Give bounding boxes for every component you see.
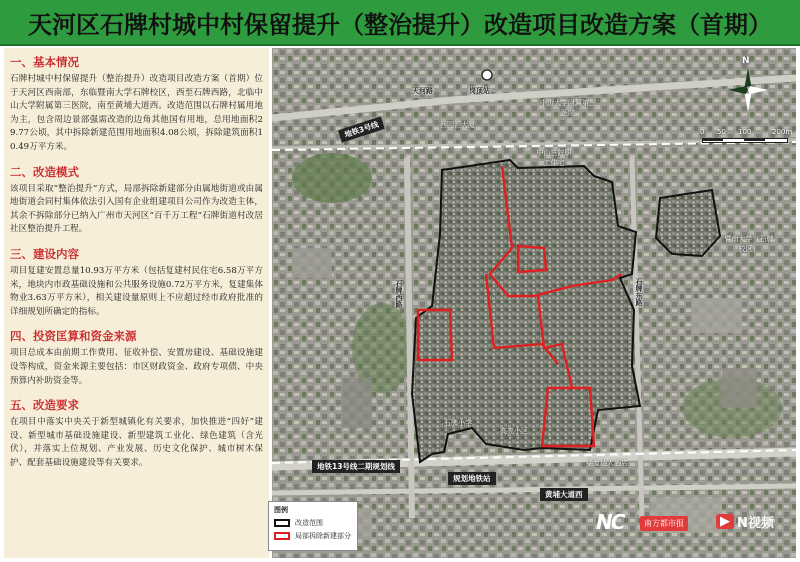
- section-body: 项目总成本由前期工作费用、征收补偿、安置房建设、基础设施建设等构成，资金来源主要包括：市区财政资金、政府专项债、中央预算内补助资金等。: [10, 348, 263, 386]
- label-shipai-primary: 石牌小学: [444, 419, 472, 427]
- scale-tick: 0: [700, 128, 705, 136]
- label-xihu-commerce: 西园汇大厦: [440, 121, 475, 129]
- north-label: N: [742, 56, 750, 66]
- nc-logo: NC: [596, 510, 624, 534]
- video-logo-label: N视频: [737, 516, 774, 531]
- section-body: 石牌村城中村保留提升（整治提升）改造项目改造方案（首期）位于天河区西南部，东临暨南大学石牌校区，西至石牌西路，北临中山大学附属第三医院，南至黄埔大道西。改造范围以石牌村属用地为主，包含周边景部强需改造的边角其他国有用地，总用地面积29.77公顷，其中拆除新建范围用地面积4.08公顷，拆除建筑面积10.49万平方米。: [10, 74, 263, 152]
- compass-icon: [728, 68, 768, 118]
- page-title: 天河区石牌村城中村保留提升（整治提升）改造项目改造方案（首期）: [0, 0, 800, 46]
- label-sysu-staff-housing: 中山三院职工住宅: [536, 149, 572, 167]
- section-heading: 二、改造模式: [10, 164, 79, 179]
- label-metro-13: 地铁13号线二期规划线: [312, 460, 400, 473]
- section-basic: [10, 54, 263, 155]
- label-gangding-station: 岗顶站: [469, 87, 490, 95]
- label-shipai-east-road: 石牌东路: [635, 278, 643, 306]
- section-requirements: [10, 397, 263, 470]
- section-body: 项目复建安置总量10.93万平方米（包括复建村民住宅6.58万平方米，地块内市政基础设施和公共服务设施0.72万平方米，复建集体物业3.63万平方米），相关建设量原则上不应超过经市政府批准的详细规划所确定的指标。: [10, 265, 263, 317]
- scale-tick: 100: [738, 128, 752, 136]
- legend-item: [274, 518, 352, 528]
- label-planned-metro-station: 规划地铁站: [448, 472, 496, 485]
- aerial-map[interactable]: [272, 48, 796, 558]
- scale-bar: [700, 128, 793, 148]
- label-jinan-university: 暨南大学（石牌校区）: [724, 235, 774, 253]
- label-shipai-west-road: 石牌西路: [395, 280, 403, 308]
- legend: [268, 501, 358, 551]
- legend-item: [274, 531, 352, 541]
- legend-title: 图例: [274, 506, 288, 514]
- section-body: 该项目采取“整治提升”方式，局部拆除新建部分由属地街道或由属地街道会同村集体依法引入国有企业组建项目公司作为改造主体，其余不拆除部分已纳入广州市天河区“百千万工程”石牌街道村改居社区整治提升工程。: [10, 183, 263, 235]
- section-heading: 一、基本情况: [10, 55, 79, 69]
- info-panel: [4, 48, 269, 558]
- section-mode: [10, 164, 263, 237]
- brand-logo: 南方都市报: [640, 516, 688, 531]
- scale-tick: 50: [717, 128, 726, 136]
- label-gaoliang: 高亮小区: [500, 427, 528, 435]
- legend-label: 局部拆除新建部分: [295, 532, 351, 540]
- section-body: 在项目中落实中央关于新型城镇化有关要求，加快推进“四好”建设、新型城市基础设施建设、新型建筑工业化、绿色建筑（含光伏），并落实上位规划、产业发展、历史文化保护、城市树木保护、配套基础设施建设等有关要求。: [10, 417, 263, 468]
- north-arrow: [728, 58, 768, 118]
- label-sysu-hospital: 中山大学附属第三医院: [540, 99, 596, 117]
- map-canvas: [272, 48, 796, 558]
- label-huangpu-west: 黄埔大道西: [540, 488, 588, 501]
- section-heading: 三、建设内容: [10, 246, 79, 261]
- label-metro-3: 地铁3号线: [338, 116, 385, 142]
- video-logo: [716, 512, 774, 531]
- legend-label: 改造范围: [295, 519, 323, 527]
- scale-tick: 200m: [772, 128, 793, 136]
- label-huasha-hotel: 华厦达大酒店: [586, 459, 628, 467]
- section-construction: [10, 246, 263, 319]
- label-tianhe-road: 天河路: [412, 87, 433, 95]
- legend-swatch: [274, 519, 290, 527]
- play-icon: ▶: [716, 514, 734, 529]
- section-investment: [10, 328, 263, 388]
- section-heading: 四、投资匡算和资金来源: [10, 329, 137, 344]
- legend-swatch: [274, 532, 290, 540]
- section-heading: 五、改造要求: [10, 398, 79, 413]
